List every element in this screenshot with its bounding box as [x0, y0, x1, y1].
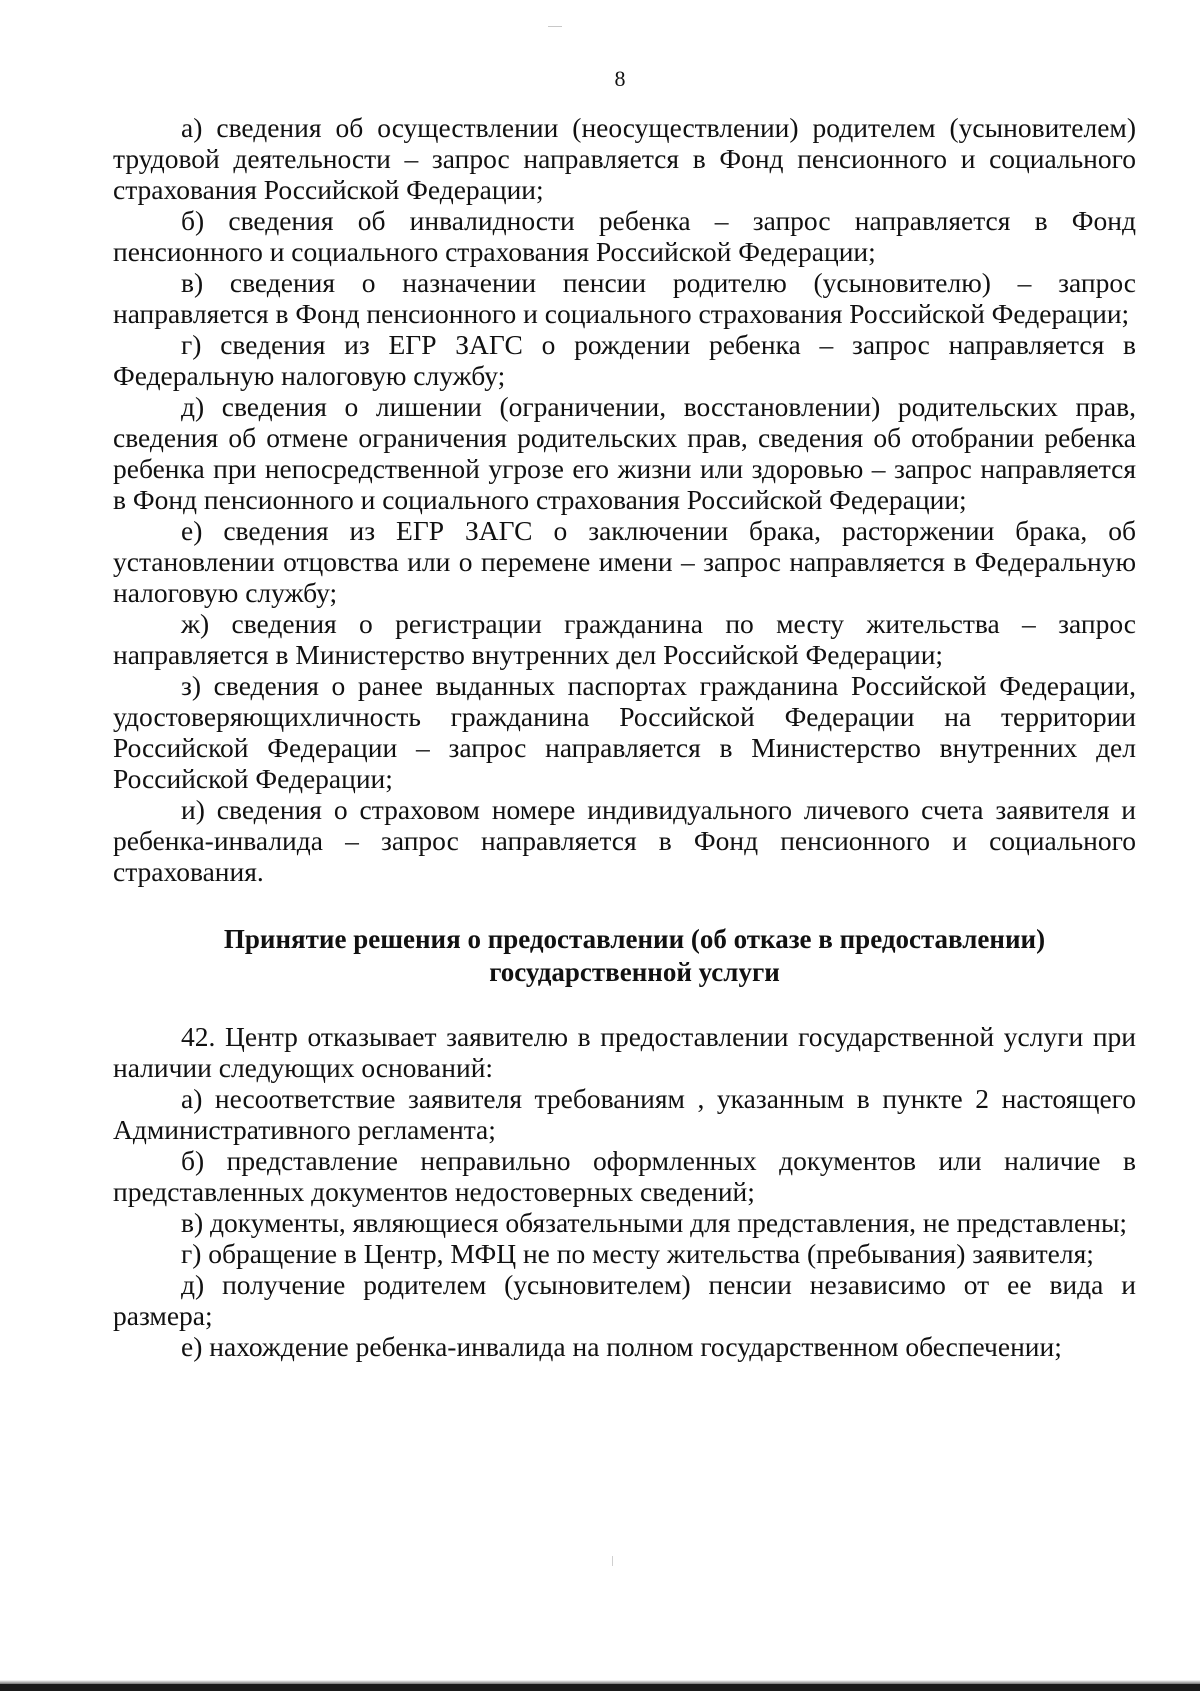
list-item-a: а) сведения об осуществлении (неосуществлении) родителем (усыновителем) трудовой деятельности – запрос направляется в Фонд пенсионного и социального страхования Российской Федерации; [113, 112, 1136, 205]
scan-artifact [548, 26, 562, 27]
list-item-e: е) сведения из ЕГР ЗАГС о заключении брака, расторжении брака, об установлении отцовства или о перемене имени – запрос направляется в Федеральную налоговую службу; [113, 515, 1136, 608]
section-heading [113, 923, 1136, 989]
list-item-g: г) сведения из ЕГР ЗАГС о рождении ребенка – запрос направляется в Федеральную налоговую службу; [113, 329, 1136, 391]
page-number: 8 [614, 66, 626, 91]
list-item-d: д) сведения о лишении (ограничении, восстановлении) родительских прав, сведения об отмене ограничения родительских прав, сведения об отобрании ребенка ребенка при непосредственной угрозе его жизни или здоровью – запрос направляется в Фонд пенсионного и социального страхования Российской Федерации; [113, 391, 1136, 515]
list-item-b: б) сведения об инвалидности ребенка – запрос направляется в Фонд пенсионного и социального страхования Российской Федерации; [113, 205, 1136, 267]
refusal-item-g: г) обращение в Центр, МФЦ не по месту жительства (пребывания) заявителя; [181, 1238, 1094, 1269]
refusal-item-e: е) нахождение ребенка-инвалида на полном государственном обеспечении; [181, 1331, 1062, 1362]
refusal-item-d: д) получение родителем (усыновителем) пенсии независимо от ее вида и размера; [113, 1269, 1136, 1331]
section-heading-line-2: государственной услуги [489, 957, 780, 987]
section-heading-line-1: Принятие решения о предоставлении (об отказе в предоставлении) [223, 924, 1046, 954]
refusal-item-a: а) несоответствие заявителя требованиям , указанным в пункте 2 настоящего Административного регламента; [113, 1083, 1136, 1145]
list-item-v: в) сведения о назначении пенсии родителю (усыновителю) – запрос направляется в Фонд пенсионного и социального страхования Российской Федерации; [113, 267, 1136, 329]
scan-edge-bar [0, 1684, 1200, 1691]
refusal-item-b: б) представление неправильно оформленных документов или наличие в представленных документов недостоверных сведений; [113, 1145, 1136, 1207]
paragraph-42: 42. Центр отказывает заявителю в предоставлении государственной услуги при наличии следующих оснований: [113, 1021, 1136, 1083]
refusal-item-v: в) документы, являющиеся обязательными для представления, не представлены; [181, 1207, 1128, 1238]
list-item-z: з) сведения о ранее выданных паспортах гражданина Российской Федерации, удостоверяющихличность гражданина Российской Федерации на территории Российской Федерации – запрос направляется в Министерство внутренних дел Российской Федерации; [113, 670, 1136, 794]
list-item-zh: ж) сведения о регистрации гражданина по месту жительства – запрос направляется в Министерство внутренних дел Российской Федерации; [113, 608, 1136, 670]
list-item-i: и) сведения о страховом номере индивидуального личевого счета заявителя и ребенка-инвалида – запрос направляется в Фонд пенсионного и социального страхования. [113, 794, 1136, 887]
scan-artifact [612, 1556, 613, 1566]
document-body [113, 112, 1136, 1362]
